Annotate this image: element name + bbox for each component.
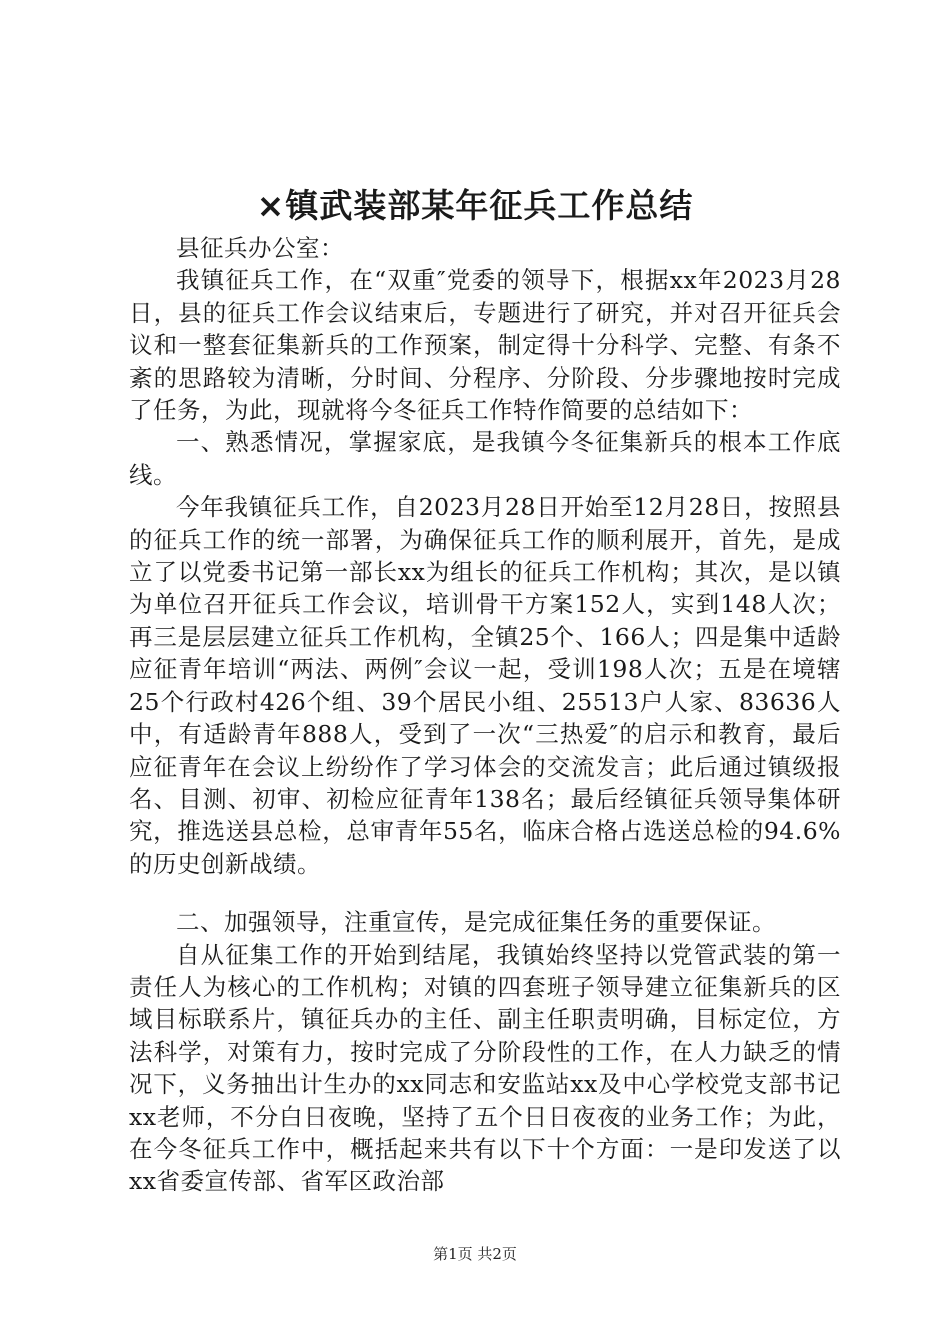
paragraph-section-1: 今年我镇征兵工作，自2023月28日开始至12月28日，按照县的征兵工作的统一部署，为确保征兵工作的顺利展开，首先，是成立了以党委书记第一部长xx为组长的征兵工作机构；其次，是以镇为单位召开征兵工作会议，培训骨干方案152人，实到148人次；再三是层层建立征兵工作机构，全镇25个、166人；四是集中适龄应征青年培训“两法、两例″会议一起，受训198人次；五是在境辖25个行政村426个组、39个居民小组、25513户人家、83636人中，有适龄青年888人，受到了一次“三热爱″的启示和教育，最后应征青年在会议上纷纷作了学习体会的交流发言；此后通过镇级报名、目测、初审、初检应征青年138名；最后经镇征兵领导集体研究，推选送县总检，总审青年55名，临床合格占选送总检的94.6%的历史创新战绩。 bbox=[129, 493, 841, 878]
document-body bbox=[129, 232, 841, 1198]
paragraph-intro: 我镇征兵工作，在“双重″党委的领导下，根据xx年2023月28日，县的征兵工作会议结束后，专题进行了研究，并对召开征兵会议和一整套征集新兵的工作预案，制定得十分科学、完整、有条不紊的思路较为清晰，分时间、分程序、分阶段、分步骤地按时完成了任务，为此，现就将今冬征兵工作特作简要的总结如下： bbox=[129, 266, 841, 425]
page-footer: 第1页 共2页 bbox=[433, 1245, 517, 1263]
section-heading-1: 一、熟悉情况，掌握家底，是我镇今冬征集新兵的根本工作底线。 bbox=[129, 428, 841, 489]
section-heading-2: 二、加强领导，注重宣传，是完成征集任务的重要保证。 bbox=[176, 908, 776, 937]
salutation: 县征兵办公室： bbox=[176, 234, 344, 262]
paragraph-section-2: 自从征集工作的开始到结尾，我镇始终坚持以党管武装的第一责任人为核心的工作机构；对镇的四套班子领导建立征集新兵的区域目标联系片，镇征兵办的主任、副主任职责明确，目标定位，方法科学，对策有力，按时完成了分阶段性的工作，在人力缺乏的情况下，义务抽出计生办的xx同志和安监站xx及中心学校党支部书记xx老师，不分白日夜晚，坚持了五个日日夜夜的业务工作；为此，在今冬征兵工作中，概括起来共有以下十个方面：一是印发送了以xx省委宣传部、省军区政治部 bbox=[129, 940, 841, 1196]
document-title: ×镇武装部某年征兵工作总结 bbox=[256, 186, 694, 225]
